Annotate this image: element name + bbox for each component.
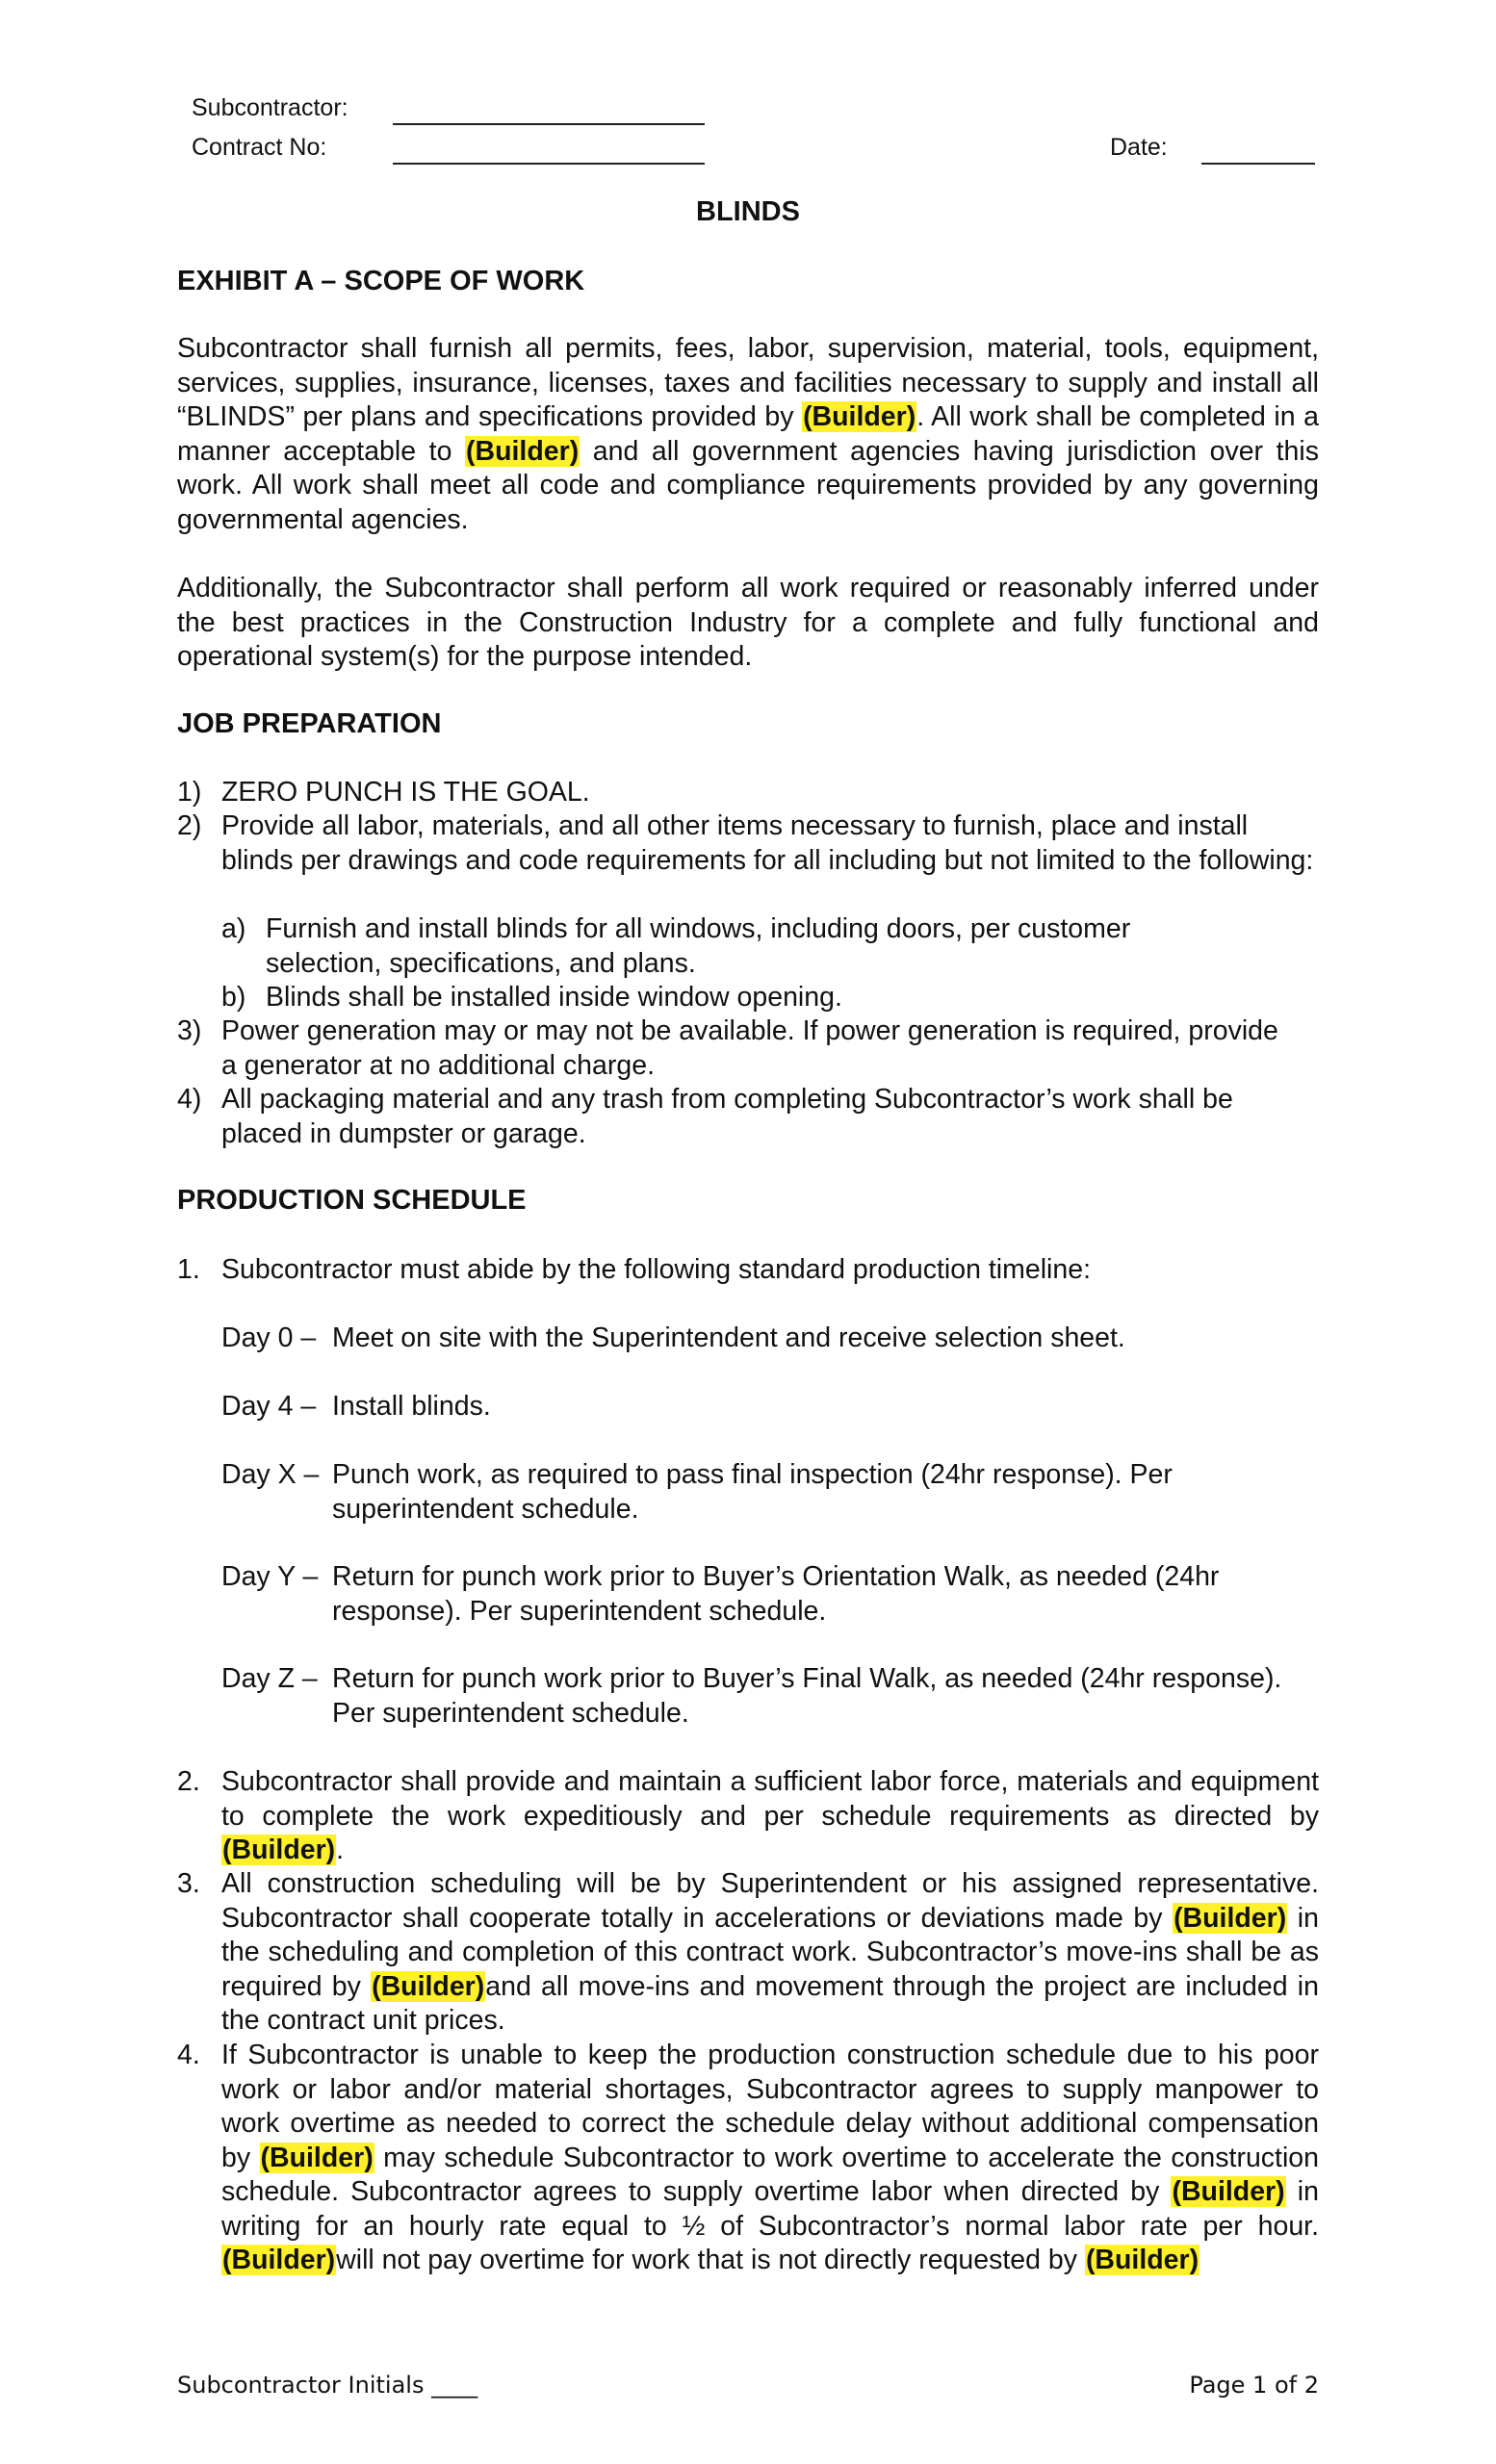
production-schedule-heading: PRODUCTION SCHEDULE xyxy=(177,1185,527,1216)
date-label: Date: xyxy=(1110,134,1168,161)
date-line[interactable] xyxy=(1201,134,1315,171)
sub-list-item: b) Blinds shall be installed inside window opening. xyxy=(221,982,842,1013)
scope-paragraph: Subcontractor shall furnish all permits, fees, labor, supervision, material, tools, equipment, services, supplies, insurance, licenses, taxes and facilities necessary to supply and install all “BLINDS” per plans and specifications provided by (Builder). All work shall be completed in a manner acceptable to (Builder) and all government agencies having jurisdiction over this work. All work shall meet all code and compliance requirements provided by any governing governmental agencies. xyxy=(177,333,1319,535)
subcontractor-initials: Subcontractor Initials ____ xyxy=(177,2372,478,2399)
subcontractor-line[interactable] xyxy=(393,94,705,132)
timeline-item: Day 4 – Install blinds. xyxy=(221,1391,491,1422)
document-title: BLINDS xyxy=(696,196,800,227)
subcontractor-label: Subcontractor: xyxy=(192,94,348,121)
list-item: 2. Subcontractor shall provide and maintain a sufficient labor force, materials and equipment to complete the work expeditiously and per schedule requirements as directed by (Builder). xyxy=(177,1766,1319,1865)
builder-highlight: (Builder) xyxy=(222,2245,336,2275)
builder-highlight: (Builder) xyxy=(372,1970,485,2002)
contract-no-line[interactable] xyxy=(393,134,705,171)
builder-highlight: (Builder) xyxy=(1085,2245,1199,2275)
timeline-item: Day Y – Return for punch work prior to Buyer’s Orientation Walk, as needed (24hr response). Per superintendent schedule. xyxy=(221,1561,1220,1627)
list-item: 4) All packaging material and any trash from completing Subcontractor’s work shall be placed in dumpster or garage. xyxy=(177,1084,1233,1149)
timeline-item: Day 0 – Meet on site with the Superintendent and receive selection sheet. xyxy=(221,1322,1125,1353)
timeline-item: Day X – Punch work, as required to pass final inspection (24hr response). Per superintendent schedule. xyxy=(221,1459,1173,1525)
list-item: 2) Provide all labor, materials, and all other items necessary to furnish, place and install blinds per drawings and code requirements for all including but not limited to the following: xyxy=(177,810,1314,876)
page-number: Page 1 of 2 xyxy=(1189,2372,1319,2399)
builder-highlight: (Builder) xyxy=(260,2142,374,2173)
list-item: 1. Subcontractor must abide by the following standard production timeline: xyxy=(177,1254,1092,1285)
list-item: 1) ZERO PUNCH IS THE GOAL. xyxy=(177,777,590,808)
builder-highlight: (Builder) xyxy=(1172,2176,1285,2207)
builder-highlight: (Builder) xyxy=(466,435,580,467)
job-preparation-heading: JOB PREPARATION xyxy=(177,708,442,739)
list-item: 3) Power generation may or may not be available. If power generation is required, provide a generator at no additional charge. xyxy=(177,1015,1278,1081)
list-item: 3. All construction scheduling will be by Superintendent or his assigned representative. Subcontractor shall cooperate totally in accelerations or deviations made by (Builder) in the scheduling and completion of this contract work. Subcontractor’s move-ins shall be as required by (Builder)and all move-ins and movement through the project are included in the contract unit prices. xyxy=(177,1868,1319,2036)
builder-highlight: (Builder) xyxy=(1174,1902,1287,1934)
list-item: 4. If Subcontractor is unable to keep the production construction schedule due to his poor work or labor and/or material shortages, Subcontractor agrees to supply manpower to work overtime as needed to correct the schedule delay without additional compensation by (Builder) may schedule Subcontractor to work overtime to accelerate the construction schedule. Subcontractor agrees to supply overtime labor when directed by (Builder) in writing for an hourly rate equal to ½ of Subcontractor’s normal labor rate per hour. (Builder)will not pay overtime for work that is not directly requested by (Builder) xyxy=(177,2040,1319,2275)
additional-paragraph: Additionally, the Subcontractor shall perform all work required or reasonably inferred under the best practices in the Construction Industry for a complete and fully functional and operational system(s) for the purpose intended. xyxy=(177,573,1319,672)
builder-highlight: (Builder) xyxy=(222,1835,336,1865)
contract-no-label: Contract No: xyxy=(192,134,327,161)
sub-list-item: a) Furnish and install blinds for all windows, including doors, per customer selection, specifications, and plans. xyxy=(221,913,1131,979)
timeline-item: Day Z – Return for punch work prior to Buyer’s Final Walk, as needed (24hr response). Per superintendent schedule. xyxy=(221,1663,1282,1729)
exhibit-heading: EXHIBIT A – SCOPE OF WORK xyxy=(177,266,585,296)
builder-highlight: (Builder) xyxy=(803,401,916,432)
